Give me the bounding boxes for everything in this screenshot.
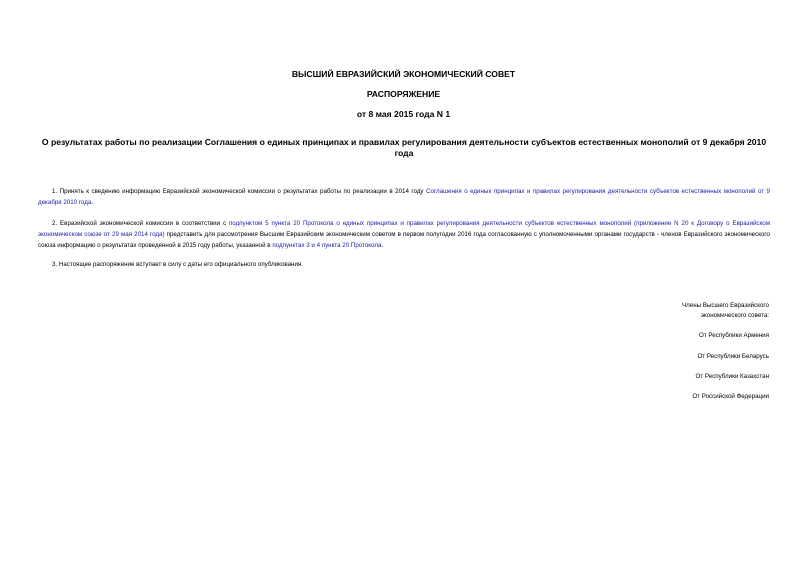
paragraph-1-end: . bbox=[91, 199, 94, 206]
paragraph-1-text: 1. Принять к сведению информацию Евразийской экономической комиссии о результатах работы по реализации в 2014 году bbox=[52, 188, 427, 195]
paragraph-2-text: 2. Евразийской экономической комиссии в соответствии с bbox=[52, 220, 229, 227]
paragraph-3: 3. Настоящее распоряжение вступает в силу с даты его официального опубликования. bbox=[52, 261, 303, 268]
organization-heading: ВЫСШИЙ ЕВРАЗИЙСКИЙ ЭКОНОМИЧЕСКИЙ СОВЕТ bbox=[291, 69, 516, 79]
agreement-link[interactable]: Соглашения о единых принципах и правилах регулирования деятельности субъектов естественных монополий от 9 декабря 2010 года bbox=[38, 188, 771, 206]
signature-armenia: От Республики Армения bbox=[699, 332, 769, 339]
signatures-heading-line-2: экономического совета: bbox=[700, 312, 769, 319]
signature-kazakhstan: От Республики Казахстан bbox=[695, 373, 769, 380]
paragraph-1 bbox=[38, 186, 770, 208]
signature-russia: От Российской Федерации bbox=[692, 393, 769, 400]
paragraph-2-end: . bbox=[381, 242, 384, 249]
protocol-subparagraph-link[interactable]: подпунктом 5 пункта 20 Протокола о единых принципах и правилах регулирования деятельности субъектов естественных монополий (приложение N 20 к Договору о Евразийском экономическом союзе от 29 мая 2014 года) bbox=[38, 220, 770, 238]
document-type-heading: РАСПОРЯЖЕНИЕ bbox=[366, 89, 441, 99]
paragraph-2 bbox=[38, 218, 770, 251]
signatures-heading bbox=[682, 301, 769, 321]
signature-belarus: От Республики Беларусь bbox=[697, 353, 769, 360]
protocol-subparagraphs-3-4-link[interactable]: подпунктах 3 и 4 пункта 20 Протокола bbox=[272, 242, 382, 249]
document-date-number: от 8 мая 2015 года N 1 bbox=[356, 109, 451, 119]
document-title: О результатах работы по реализации Соглашения о единых принципах и правилах регулирования деятельности субъектов естественных монополий от 9 декабря 2010 года bbox=[41, 137, 767, 158]
signatures-heading-line-1: Члены Высшего Евразийского bbox=[682, 302, 769, 309]
paragraph-2-middle: представить для рассмотрения Высшим Евразийским экономическим советом в первом полугодии 2016 года согласованную с уполномоченными органами государств - членов Евразийского экономического союза информацию о результатах проведенной в 2015 году работы, указанной в bbox=[38, 231, 770, 249]
